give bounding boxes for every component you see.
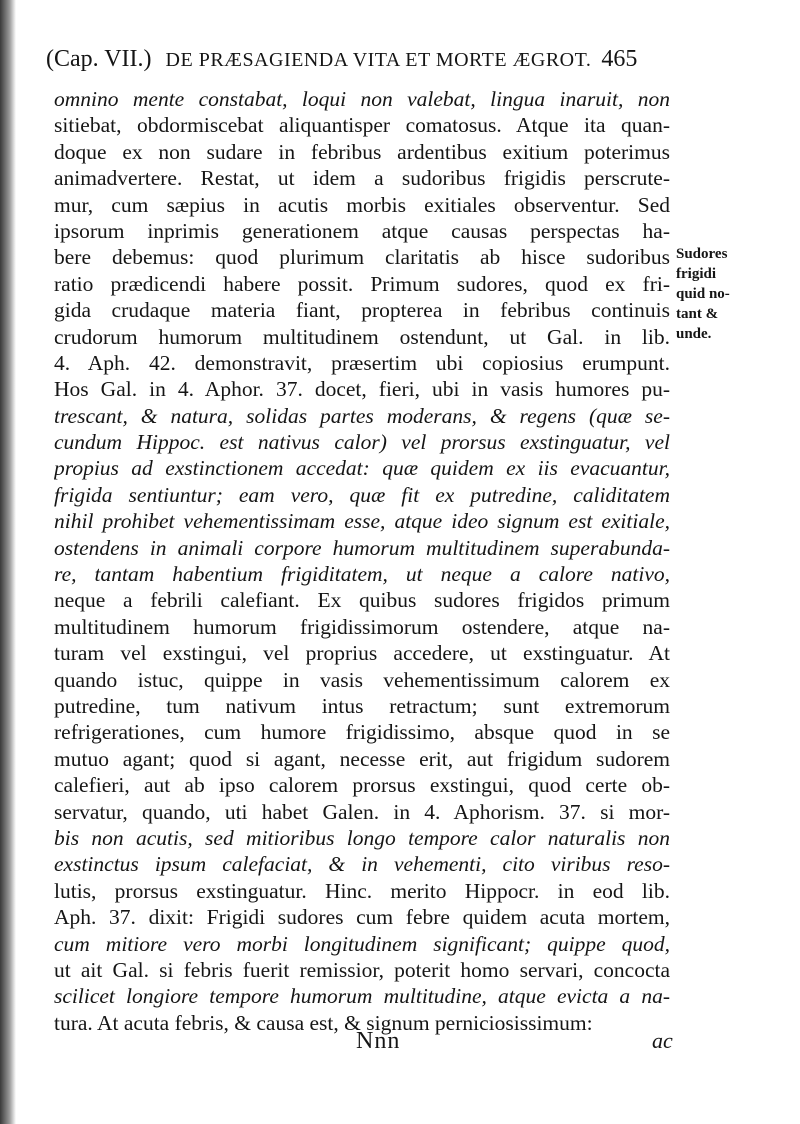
text-line: ut ait Gal. si febris fuerit remissior, poterit homo servari, concocta (54, 957, 670, 982)
text-line: gida crudaque materia fiant, propterea in febribus continuis (54, 298, 670, 323)
text-line: ipsorum inprimis generationem atque causas perspectas ha- (54, 218, 670, 243)
text-line: nihil prohibet vehementissimam esse, atque ideo signum est exitiale, (54, 509, 670, 534)
text-line: calefieri, aut ab ipso calorem prorsus exstingui, quod certe ob- (54, 773, 670, 798)
text-line: Hos Gal. in 4. Aphor. 37. docet, fieri, ubi in vasis humores pu- (54, 377, 670, 402)
text-line: ratio prædicendi habere possit. Primum sudores, quod ex fri- (54, 271, 670, 296)
text-line: doque ex non sudare in febribus ardentibus exitium poterimus (54, 139, 670, 164)
running-title: DE PRÆSAGIENDA VITA ET MORTE ÆGROT. (165, 49, 592, 71)
text-line: 4. Aph. 42. demonstravit, præsertim ubi copiosius erumpunt. (54, 350, 670, 375)
text-line: omnino mente constabat, loqui non valebat, lingua inaruit, non (54, 87, 670, 111)
chapter-label: (Cap. VII.) (46, 46, 152, 72)
page-number: 465 (601, 46, 638, 72)
margin-note-line: frigidi (676, 266, 716, 282)
text-line: crudorum humorum multitudinem ostendunt, ut Gal. in lib. (54, 324, 670, 349)
catchword: ac (652, 1028, 673, 1053)
running-header (46, 46, 666, 73)
signature-mark: Nnn (356, 1028, 401, 1054)
text-line: mutuo agant; quod si agant, necesse erit, aut frigidum sudorem (54, 746, 670, 771)
text-line: tura. At acuta febris, & causa est, & signum perniciosissimum: (54, 1010, 593, 1035)
text-line: cundum Hippoc. est nativus calor) vel prorsus exstinguatur, vel (54, 430, 670, 455)
text-line: multitudinem humorum frigidissimorum ostendere, atque na- (54, 614, 670, 639)
text-line: mur, cum sæpius in acutis morbis exitiales observentur. Sed (54, 192, 670, 217)
text-line: refrigerationes, cum humore frigidissimo, absque quod in se (54, 720, 670, 745)
text-line: bere debemus: quod plurimum claritatis ab hisce sudoribus (54, 245, 670, 270)
text-line: re, tantam habentium frigiditatem, ut neque a calore nativo, (54, 562, 670, 587)
gutter-shadow (0, 0, 16, 1124)
text-line: scilicet longiore tempore humorum multitudine, atque evicta a na- (54, 984, 670, 1009)
text-line: animadvertere. Restat, ut idem a sudoribus frigidis perscrute- (54, 166, 670, 191)
text-line: bis non acutis, sed mitioribus longo tempore calor naturalis non (54, 825, 670, 850)
page-footer (0, 1028, 800, 1068)
margin-note-line: unde. (676, 326, 712, 342)
text-line: quando istuc, quippe in vasis vehementissimum calorem ex (54, 667, 670, 692)
text-line: putredine, tum nativum intus retractum; sunt extremorum (54, 693, 670, 718)
body-text (54, 86, 670, 1036)
text-line: lutis, prorsus exstinguatur. Hinc. merito Hippocr. in eod lib. (54, 878, 670, 903)
margin-note-line: Sudores (676, 246, 728, 262)
text-line: sitiebat, obdormiscebat aliquantisper comatosus. Atque ita quan- (54, 113, 670, 138)
text-line: turam vel exstingui, vel proprius accedere, ut exstinguatur. At (54, 641, 670, 666)
margin-note-line: quid no- (676, 286, 730, 302)
text-line: propius ad exstinctionem accedat: quæ quidem ex iis evacuantur, (54, 456, 670, 481)
text-line: trescant, & natura, solidas partes moderans, & regens (quæ se- (54, 403, 670, 428)
text-line: neque a febrili calefiant. Ex quibus sudores frigidos primum (54, 588, 670, 613)
text-line: ostendens in animali corpore humorum multitudinem superabunda- (54, 535, 670, 560)
text-line: cum mitiore vero morbi longitudinem significant; quippe quod, (54, 931, 670, 956)
text-line: servatur, quando, uti habet Galen. in 4. Aphorism. 37. si mor- (54, 799, 670, 824)
text-line: exstinctus ipsum calefaciat, & in vehementi, cito viribus reso- (54, 852, 670, 877)
margin-note-line: tant & (676, 306, 719, 322)
text-line: frigida sentiuntur; eam vero, quæ fit ex putredine, caliditatem (54, 482, 670, 507)
text-line: Aph. 37. dixit: Frigidi sudores cum febre quidem acuta mortem, (54, 905, 670, 930)
margin-note (676, 244, 786, 344)
